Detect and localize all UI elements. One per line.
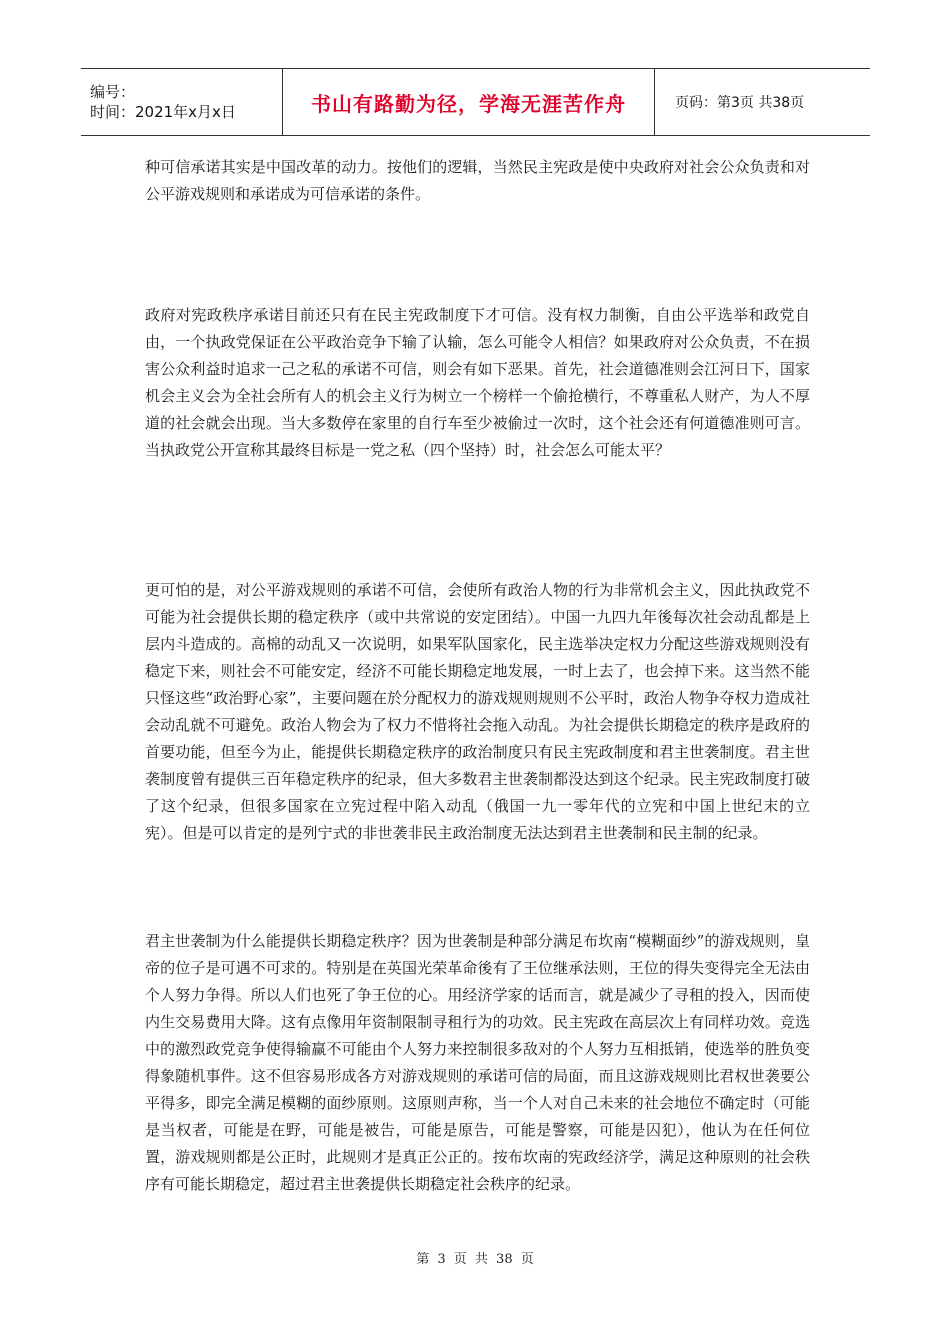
paragraph-1: 种可信承诺其实是中国改革的动力。按他们的逻辑，当然民主宪政是使中央政府对社会公众负责和对公平游戏规则和承诺成为可信承诺的条件。 xyxy=(145,158,810,203)
header-meta-cell xyxy=(81,69,283,136)
page-header xyxy=(81,68,870,136)
serial-label: 编号： xyxy=(90,83,136,101)
paragraph-4: 君主世袭制为什么能提供长期稳定秩序？因为世袭制是种部分满足布坎南“模糊面纱”的游戏规则，皇帝的位子是可遇不可求的。特别是在英国光荣革命後有了王位继承法则，王位的得失变得完全无法由个人努力争得。所以人们也死了争王位的心。用经济学家的话而言，就是减少了寻租的投入，因而使内生交易费用大降。这有点像用年资制限制寻租行为的功效。民主宪政在高层次上有同样功效。竞选中的激烈政党竞争使得输赢不可能由个人努力来控制很多敌对的个人努力互相抵销，使选举的胜负变得象随机事件。这不但容易形成各方对游戏规则的承诺可信的局面，而且这游戏规则比君权世袭要公平得多，即完全满足模糊的面纱原则。这原则声称，当一个人对自己未来的社会地位不确定时（可能是当权者，可能是在野，可能是被告，可能是原告，可能是警察，可能是囚犯），他认为在任何位置，游戏规则都是公正时，此规则才是真正公正的。按布坎南的宪政经济学，满足这种原则的社会秩序有可能长期稳定，超过君主世袭提供长期稳定社会秩序的纪录。 xyxy=(145,932,810,1193)
header-page-cell xyxy=(655,69,871,136)
paragraph-2: 政府对宪政秩序承诺目前还只有在民主宪政制度下才可信。没有权力制衡，自由公平选举和政党自由，一个执政党保证在公平政治竞争下输了认输，怎么可能令人相信？如果政府对公众负责，不在损害公众利益时追求一己之私的承诺不可信，则会有如下恶果。首先，社会道德准则会江河日下，国家机会主义会为全社会所有人的机会主义行为树立一个榜样一个偷抢横行，不尊重私人财产，为人不厚道的社会就会出现。当大多数停在家里的自行车至少被偷过一次时，这个社会还有何道德准则可言。当执政党公开宣称其最终目标是一党之私（四个坚持）时，社会怎么可能太平？ xyxy=(145,306,810,459)
paragraph-3: 更可怕的是，对公平游戏规则的承诺不可信，会使所有政治人物的行为非常机会主义，因此执政党不可能为社会提供长期的稳定秩序（或中共常说的安定团结）。中国一九四九年後每次社会动乱都是上层内斗造成的。高棉的动乱又一次说明，如果军队国家化，民主选举决定权力分配这些游戏规则没有稳定下来，则社会不可能安定，经济不可能长期稳定地发展，一时上去了，也会掉下来。这当然不能只怪这些“政治野心家”，主要问题在於分配权力的游戏规则规则不公平时，政治人物争夺权力造成社会动乱就不可避免。政治人物会为了权力不惜将社会拖入动乱。为社会提供长期稳定的秩序是政府的首要功能，但至今为止，能提供长期稳定秩序的政治制度只有民主宪政制度和君主世袭制度。君主世袭制度曾有提供三百年稳定秩序的纪录，但大多数君主世袭制都没达到这个纪录。民主宪政制度打破了这个纪录，但很多国家在立宪过程中陷入动乱（俄国一九一零年代的立宪和中国上世纪末的立宪）。但是可以肯定的是列宁式的非世袭非民主政治制度无法达到君主世袭制和民主制的纪录。 xyxy=(145,581,810,842)
header-motto: 书山有路勤为径，学海无涯苦作舟 xyxy=(311,91,626,116)
header-page-info: 页码：第3页 共38页 xyxy=(675,95,805,111)
header-motto-cell xyxy=(283,69,655,136)
time-label: 时间：2021年x月x日 xyxy=(90,103,236,121)
page-footer: 第 3 页 共 38 页 xyxy=(416,1252,534,1267)
